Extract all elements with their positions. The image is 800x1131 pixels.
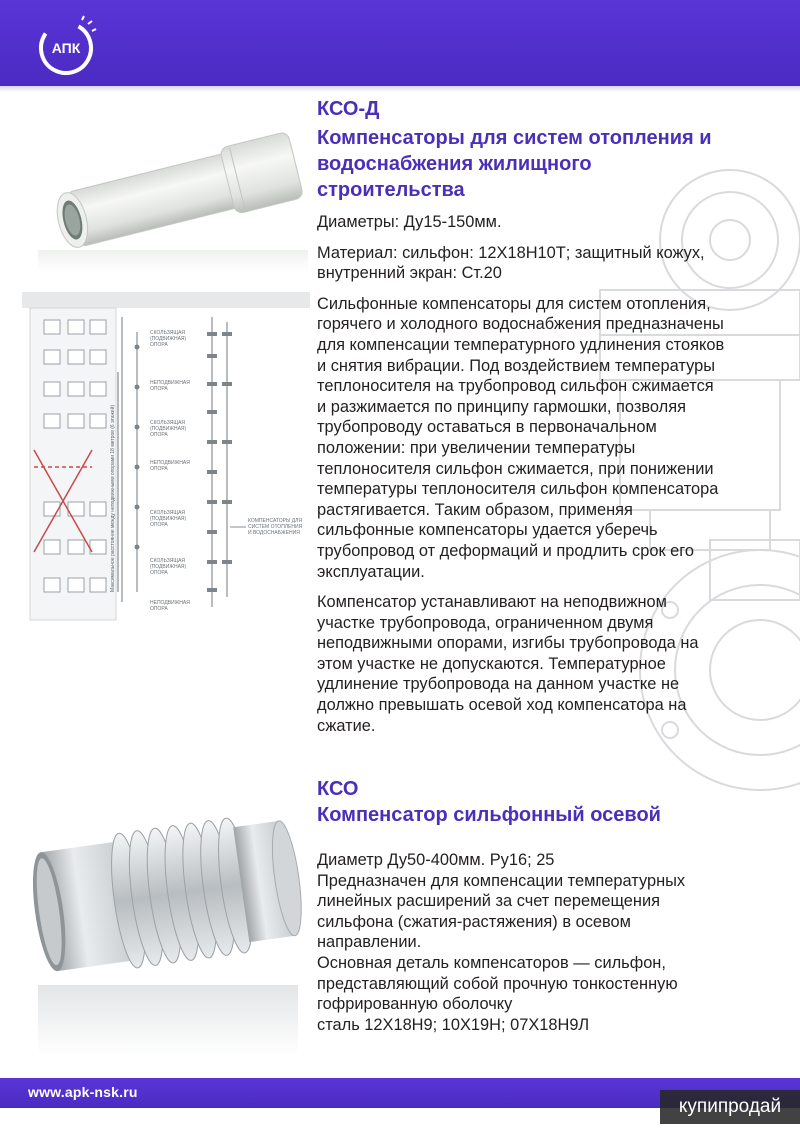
description-paragraph-2 [317, 592, 793, 736]
text-line: Предназначен для компенсации температурных [317, 871, 686, 890]
text-line: теплоносителя сильфон сжимается, при понижении [317, 459, 714, 478]
text-line: участке трубопровода, ограниченном двумя [317, 613, 654, 632]
product-photo-kso [28, 795, 303, 1065]
product-photo-kso-d [28, 110, 308, 275]
text-line: сильфона (сжатия-растяжения) в осевом [317, 912, 631, 931]
watermark-badge: купипродай [660, 1090, 800, 1124]
website-link[interactable]: www.apk-nsk.ru [28, 1084, 138, 1100]
text-line: Компенсатор устанавливают на неподвижном [317, 593, 667, 612]
text-line: внутренний экран: Ст.20 [317, 264, 502, 283]
title-line: водоснабжения жилищного [317, 153, 592, 175]
scheme-label: ОПОРА [150, 432, 168, 438]
material-text [317, 243, 793, 284]
product-description [317, 850, 793, 1035]
title-line: строительства [317, 179, 465, 201]
scheme-label: ОПОРА [150, 522, 168, 528]
product-code: КСО [317, 778, 359, 800]
text-line: и разжимается по принципу гармошки, позволяя [317, 397, 686, 416]
scheme-label: (ПОДВИЖНАЯ) [150, 516, 187, 522]
scheme-vertical-label: Максимальное расстояние между неподвижными опорами 18 метров (6 этажей) [110, 404, 116, 592]
text-line: направлении. [317, 933, 422, 952]
logo-text: АПК [51, 40, 81, 56]
text-line: теплоносителя на трубопровод сильфон сжимается [317, 377, 714, 396]
text-line: температуры теплоносителя сильфон компенсатора [317, 480, 719, 499]
text-line: Материал: сильфон: 12Х18Н10Т; защитный кожух, [317, 243, 705, 262]
product-title: Компенсатор сильфонный осевой [317, 804, 661, 826]
title-line: Компенсаторы для систем отопления и [317, 127, 712, 149]
section-kso-d [317, 96, 793, 736]
scheme-label: (ПОДВИЖНАЯ) [150, 426, 187, 432]
scheme-label: ОПОРА [150, 466, 168, 472]
text-line: гофрированную оболочку [317, 995, 513, 1014]
text-line: линейных расширений за счет перемещения [317, 892, 660, 911]
text-line: этом участке не допускаются. Температурное [317, 654, 666, 673]
scheme-label: СКОЛЬЗЯЩАЯ [150, 330, 186, 336]
scheme-label: СКОЛЬЗЯЩАЯ [150, 420, 186, 426]
text-line: и снятия вибрации. Под воздействием температуры [317, 356, 715, 375]
scheme-label: СИСТЕМ ОТОПЛЕНИЯ [248, 524, 303, 530]
diameters-text: Диаметры: Ду15-150мм. [317, 213, 502, 231]
scheme-label: ОПОРА [150, 606, 168, 612]
header-shade [0, 86, 800, 92]
scheme-label: ОПОРА [150, 342, 168, 348]
text-line: сильфонные компенсаторы удается уберечь [317, 521, 658, 540]
text-line: горячего и холодного водоснабжения предназначены [317, 315, 724, 334]
scheme-label: ОПОРА [150, 570, 168, 576]
text-line: Диаметр Ду50-400мм. Ру16; 25 [317, 851, 555, 869]
text-line: для компенсации температурного удлинения стояков [317, 335, 725, 354]
scheme-label: (ПОДВИЖНАЯ) [150, 564, 187, 570]
scheme-label: (ПОДВИЖНАЯ) [150, 336, 187, 342]
text-line: растягивается. Таким образом, применяя [317, 500, 633, 519]
header-band [0, 0, 800, 86]
text-line: трубопровод от деформаций и продлить срок его [317, 541, 695, 560]
text-line: Основная деталь компенсаторов — сильфон, [317, 953, 666, 972]
description-paragraph-1 [317, 294, 793, 582]
product-title [317, 125, 793, 203]
scheme-label: ОПОРА [150, 386, 168, 392]
product-code: КСО-Д [317, 98, 380, 120]
scheme-label: КОМПЕНСАТОРЫ ДЛЯ [248, 518, 303, 524]
scheme-label: НЕПОДВИЖНАЯ [150, 460, 190, 466]
scheme-label: НЕПОДВИЖНАЯ [150, 600, 190, 606]
text-line: неподвижными опорами, изгибы трубопровода на [317, 634, 699, 653]
text-line: удлинение трубопровода на данном участке не [317, 675, 680, 694]
text-line: положении: при увеличении температуры [317, 438, 636, 457]
text-line: трубопроводу оставаться в первоначальном [317, 418, 657, 437]
text-line: должно превышать осевой ход компенсатора на [317, 696, 687, 715]
text-line: сжатие. [317, 716, 376, 735]
scheme-label: СКОЛЬЗЯЩАЯ [150, 558, 186, 564]
section-kso [317, 776, 793, 1035]
text-line: сталь 12Х18Н9; 10Х19Н; 07Х18Н9Л [317, 1015, 590, 1034]
text-line: Сильфонные компенсаторы для систем отопления, [317, 294, 711, 313]
scheme-label: НЕПОДВИЖНАЯ [150, 380, 190, 386]
installation-scheme [22, 292, 310, 632]
scheme-label: И ВОДОСНАБЖЕНИЯ [248, 530, 300, 536]
scheme-label: СКОЛЬЗЯЩАЯ [150, 510, 186, 516]
text-line: представляющий собой прочную тонкостенную [317, 974, 678, 993]
text-line: эксплуатации. [317, 562, 425, 581]
company-logo [34, 14, 98, 78]
